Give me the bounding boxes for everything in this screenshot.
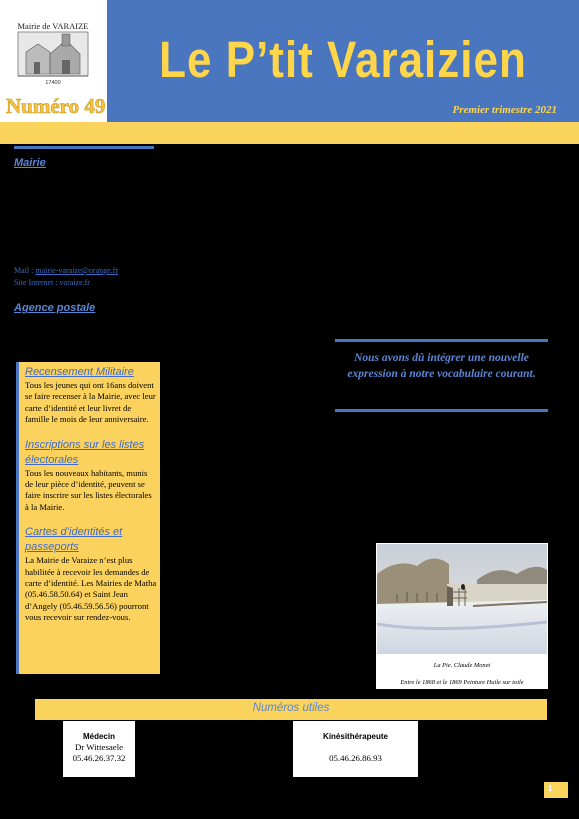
header-yellow-bar [0, 122, 579, 144]
pull-quote: Nous avons dû intégrer une nouvelle expression à notre vocabulaire courant. [347, 352, 536, 380]
newsletter-title: Le P’tit Varaizien [159, 32, 527, 89]
mairie-logo [12, 20, 94, 86]
card-kine-phone: 05.46.26.86.93 [329, 753, 382, 763]
issue-number: Numéro 49 [6, 94, 106, 118]
agence-postale-heading: Agence postale [14, 302, 96, 314]
issue-period: Premier trimestre 2021 [452, 104, 557, 116]
card-medecin-phone: 05.46.26.37.32 [72, 753, 126, 763]
card-medecin-name: Dr Wittesaele [74, 742, 124, 752]
site-link[interactable]: varaize.fr [59, 278, 90, 287]
cartes-identite-title: Cartes d’identités et passeports [25, 526, 123, 554]
site-line [14, 278, 90, 287]
logo-text-top: Mairie de VARAIZE [17, 21, 89, 31]
card-medecin-title: Médecin [82, 732, 115, 741]
useful-numbers-title: Numéros utiles [252, 702, 330, 714]
info-box-border [16, 362, 19, 674]
section-rule [14, 146, 154, 149]
painting-caption-title: La Pie. Claude Monet [433, 662, 491, 669]
card-kinesitherapeute [293, 721, 418, 777]
listes-electorales-title: Inscriptions sur les listes électorales [25, 438, 145, 466]
mail-link[interactable]: mairie-varaize@orange.fr [35, 266, 118, 275]
site-label: Site Internet : [14, 278, 60, 287]
page-number: 1 [548, 784, 553, 793]
listes-electorales-text: Tous les nouveaux habitants, munis de leur pièce d’identité, peuvent se faire inscrire sur les listes électorales à la Mairie. [25, 467, 152, 512]
mail-label: Mail : [14, 266, 36, 275]
card-medecin [63, 721, 135, 777]
recensement-title: Recensement Militaire [25, 366, 134, 378]
quote-rule-top [335, 339, 548, 342]
card-kine-title: Kinésithérapeute [323, 732, 388, 741]
painting-la-pie-image [377, 544, 547, 654]
mairie-heading: Mairie [14, 157, 46, 169]
recensement-text: Tous les jeunes qui ont 16ans doivent se faire recenser à la Mairie, avec leur carte d’identité et leur livret de famille le mois de leur anniversaire. [25, 380, 156, 425]
info-box-content [25, 365, 157, 624]
painting-caption-details: Entre le 1868 et le 1869 Peinture Huile sur toile [400, 679, 524, 686]
quote-rule-bottom [335, 409, 548, 412]
mail-line [14, 266, 118, 275]
card-kine-name [293, 742, 418, 753]
cartes-identite-text: La Mairie de Varaize n’est plus habilitée à recevoir les demandes de carte d’identité. Les Mairies de Matha (05.46.58.50.64) et Saint Jean d’Angely (05.46.59.56.56) pourront vous recevoir sur rendez-vous. [25, 555, 157, 623]
logo-text-bottom: 17400 [45, 80, 61, 86]
